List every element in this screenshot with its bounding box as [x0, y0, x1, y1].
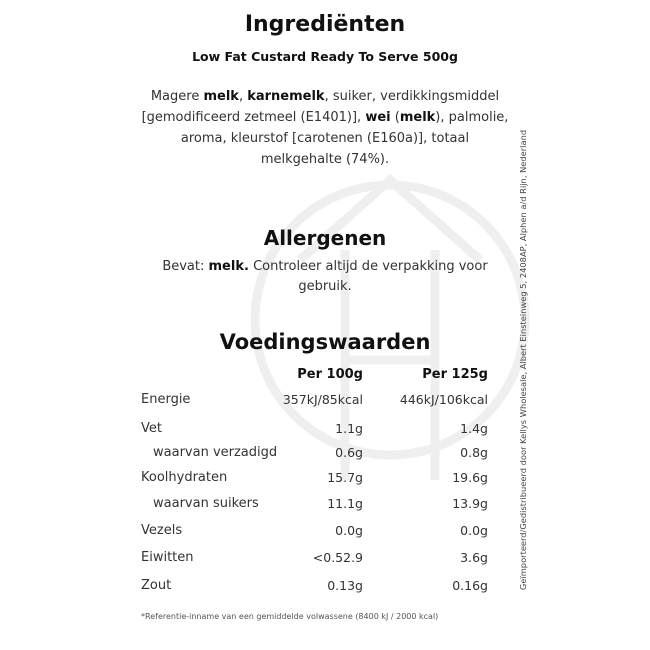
nutrition-row-label: waarvan suikers [153, 496, 259, 511]
nutrition-value-per-100g: <0.52.9 [312, 550, 363, 565]
nutrition-value-per-125g: 0.0g [460, 523, 488, 538]
ingredient-text: ), palmolie, aroma, kleurstof [carotenen (E160a)], totaal melkgehalte (74%). [180, 110, 509, 167]
ingredient-allergen: melk [203, 89, 239, 104]
ingredient-text: , suiker, verdikkingsmiddel [gemodificeerd zetmeel (E1401)], [141, 89, 500, 125]
nutrition-value-per-100g: 0.0g [335, 523, 363, 538]
distributor-sidetext [517, 80, 529, 640]
nutrition-value-per-125g: 19.6g [452, 470, 488, 485]
nutrition-value-per-125g: 13.9g [452, 496, 488, 511]
nutrition-value-per-100g: 1.1g [335, 421, 363, 436]
allergen-note: Controleer altijd de verpakking voor gebruik. [253, 259, 488, 294]
nutrition-row-label: Zout [141, 578, 172, 593]
ingredients-title: Ingrediënten [244, 12, 406, 37]
nutrition-value-per-100g: 0.6g [335, 445, 363, 460]
nutrition-value-per-100g: 11.1g [327, 496, 363, 511]
nutrition-row-label: Vet [141, 421, 162, 436]
nutrition-value-per-125g: 0.16g [452, 578, 488, 593]
contains-label: Bevat: [162, 259, 205, 274]
nutrition-row-label: Koolhydraten [141, 470, 228, 485]
ingredient-text: , [238, 89, 248, 104]
ingredient-allergen: karnemelk [247, 89, 325, 104]
allergens-text [150, 257, 500, 297]
ingredient-text: ( [390, 110, 400, 125]
allergen-name: melk. [208, 259, 249, 274]
nutrition-row-label: Energie [141, 392, 191, 407]
column-header-per-125g: Per 125g [422, 367, 488, 382]
nutrition-row-label: waarvan verzadigd [153, 445, 278, 460]
allergens-title: Allergenen [263, 226, 387, 250]
nutrition-value-per-100g: 15.7g [327, 470, 363, 485]
nutrition-value-per-100g: 0.13g [327, 578, 363, 593]
nutrition-value-per-125g: 1.4g [460, 421, 488, 436]
nutrition-value-per-125g: 0.8g [460, 445, 488, 460]
nutrition-row-label: Vezels [141, 523, 183, 538]
distributor-text: Geïmporteerd/Gedistribueerd door Kellys Wholesale, Albert Einsteinweg 5, 2408AP, Alphen a/d Rijn, Nederland [518, 129, 528, 591]
ingredients-list [140, 86, 510, 170]
footnote: *Referentie-inname van een gemiddelde volwassene (8400 kJ / 2000 kcal) [141, 612, 439, 621]
ingredient-allergen: wei [365, 110, 391, 125]
nutrition-value-per-125g: 3.6g [460, 550, 488, 565]
nutrition-title: Voedingswaarden [219, 330, 431, 354]
nutrition-value-per-100g: 357kJ/85kcal [282, 392, 363, 407]
product-name: Low Fat Custard Ready To Serve 500g [192, 49, 458, 64]
nutrition-value-per-125g: 446kJ/106kcal [399, 392, 488, 407]
ingredient-text: Magere [150, 89, 204, 104]
ingredient-allergen: melk [399, 110, 436, 125]
column-header-per-100g: Per 100g [297, 367, 363, 382]
nutrition-row-label: Eiwitten [141, 550, 194, 565]
